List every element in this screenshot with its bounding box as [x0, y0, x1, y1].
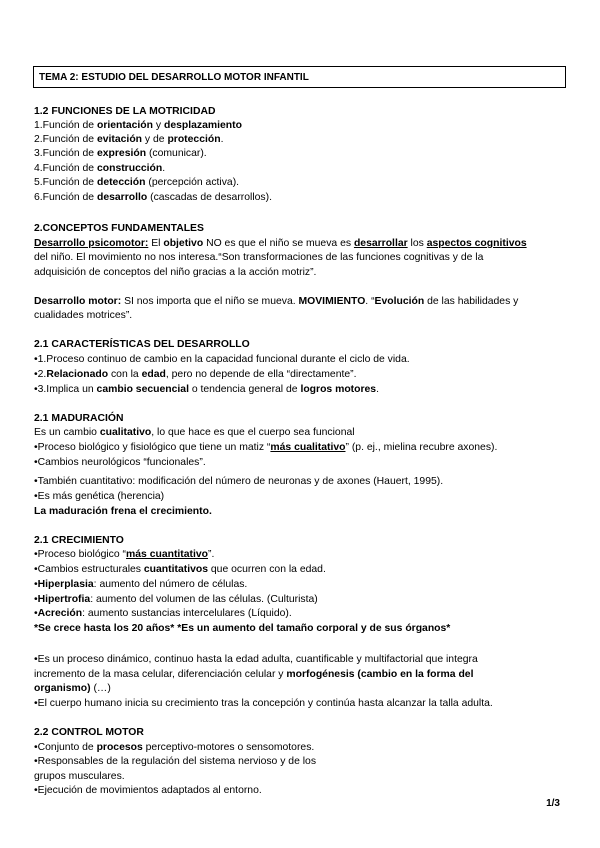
paragraph-line: Desarrollo psicomotor: El objetivo NO es que el niño se mueva es desarrollar los aspectos cognitivos: [34, 238, 527, 249]
list-item: 4.Función de construcción.: [34, 163, 166, 174]
list-item: •Hipertrofia: aumento del volumen de las células. (Culturista): [34, 594, 318, 605]
list-item: •Cambios estructurales cuantitativos que ocurren con la edad.: [34, 564, 326, 575]
list-item: grupos musculares.: [34, 771, 125, 782]
document-title: TEMA 2: ESTUDIO DEL DESARROLLO MOTOR INFANTIL: [33, 66, 566, 88]
section-heading-control-motor: 2.2 CONTROL MOTOR: [34, 727, 144, 738]
list-item: •3.Implica un cambio secuencial o tendencia general de logros motores.: [34, 384, 379, 395]
list-item: •Conjunto de procesos perceptivo-motores o sensomotores.: [34, 742, 315, 753]
paragraph-line: organismo) (…): [34, 683, 111, 694]
list-item: 6.Función de desarrollo (cascadas de desarrollos).: [34, 192, 272, 203]
list-item: 5.Función de detección (percepción activa).: [34, 177, 240, 188]
list-item: •Acreción: aumento sustancias intercelulares (Líquido).: [34, 608, 292, 619]
paragraph-line: Desarrollo motor: SI nos importa que el niño se mueva. MOVIMIENTO. “Evolución de las habilidades y: [34, 296, 519, 307]
list-item: 1.Función de orientación y desplazamiento: [34, 120, 242, 131]
section-heading-conceptos: 2.CONCEPTOS FUNDAMENTALES: [34, 223, 204, 234]
list-item: •Responsables de la regulación del sistema nervioso y de los: [34, 756, 317, 767]
paragraph-line: *Se crece hasta los 20 años* *Es un aumento del tamaño corporal y de sus órganos*: [34, 623, 451, 634]
list-item: •Proceso biológico “más cuantitativo”.: [34, 549, 215, 560]
list-item: •También cuantitativo: modificación del número de neuronas y de axones (Hauert, 1995).: [34, 476, 444, 487]
section-heading-funciones: 1.2 FUNCIONES DE LA MOTRICIDAD: [34, 106, 216, 117]
section-heading-maduracion: 2.1 MADURACIÓN: [34, 413, 124, 424]
list-item: •Proceso biológico y fisiológico que tiene un matiz “más cualitativo” (p. ej., mielina recubre axones).: [34, 442, 498, 453]
paragraph-line: adquisición de conceptos del niño gracias a la acción motriz”.: [34, 267, 317, 278]
list-item: 2.Función de evitación y de protección.: [34, 134, 224, 145]
list-item: •Es un proceso dinámico, continuo hasta la edad adulta, cuantificable y multifactorial que integra: [34, 654, 478, 665]
paragraph-line: La maduración frena el crecimiento.: [34, 506, 212, 517]
section-heading-caracteristicas: 2.1 CARACTERÍSTICAS DEL DESARROLLO: [34, 339, 250, 350]
list-item: 3.Función de expresión (comunicar).: [34, 148, 207, 159]
list-item: •Cambios neurológicos “funcionales”.: [34, 457, 206, 468]
paragraph-line: del niño. El movimiento no nos interesa.“Son transformaciones de las funciones cognitivas y de la: [34, 252, 484, 263]
list-item: •El cuerpo humano inicia su crecimiento tras la concepción y continúa hasta alcanzar la talla adulta.: [34, 698, 493, 709]
list-item: •Es más genética (herencia): [34, 491, 165, 502]
list-item: •1.Proceso continuo de cambio en la capacidad funcional durante el ciclo de vida.: [34, 354, 410, 365]
list-item: •Ejecución de movimientos adaptados al entorno.: [34, 785, 262, 796]
section-heading-crecimiento: 2.1 CRECIMIENTO: [34, 535, 124, 546]
paragraph-line: cualidades motrices”.: [34, 310, 133, 321]
paragraph-line: incremento de la masa celular, diferenciación celular y morfogénesis (cambio en la forma del: [34, 669, 474, 680]
list-item: •Hiperplasia: aumento del número de células.: [34, 579, 248, 590]
list-item: •2.Relacionado con la edad, pero no depende de ella “directamente”.: [34, 369, 357, 380]
page-number: 1/3: [546, 798, 560, 809]
paragraph-line: Es un cambio cualitativo, lo que hace es que el cuerpo sea funcional: [34, 427, 355, 438]
